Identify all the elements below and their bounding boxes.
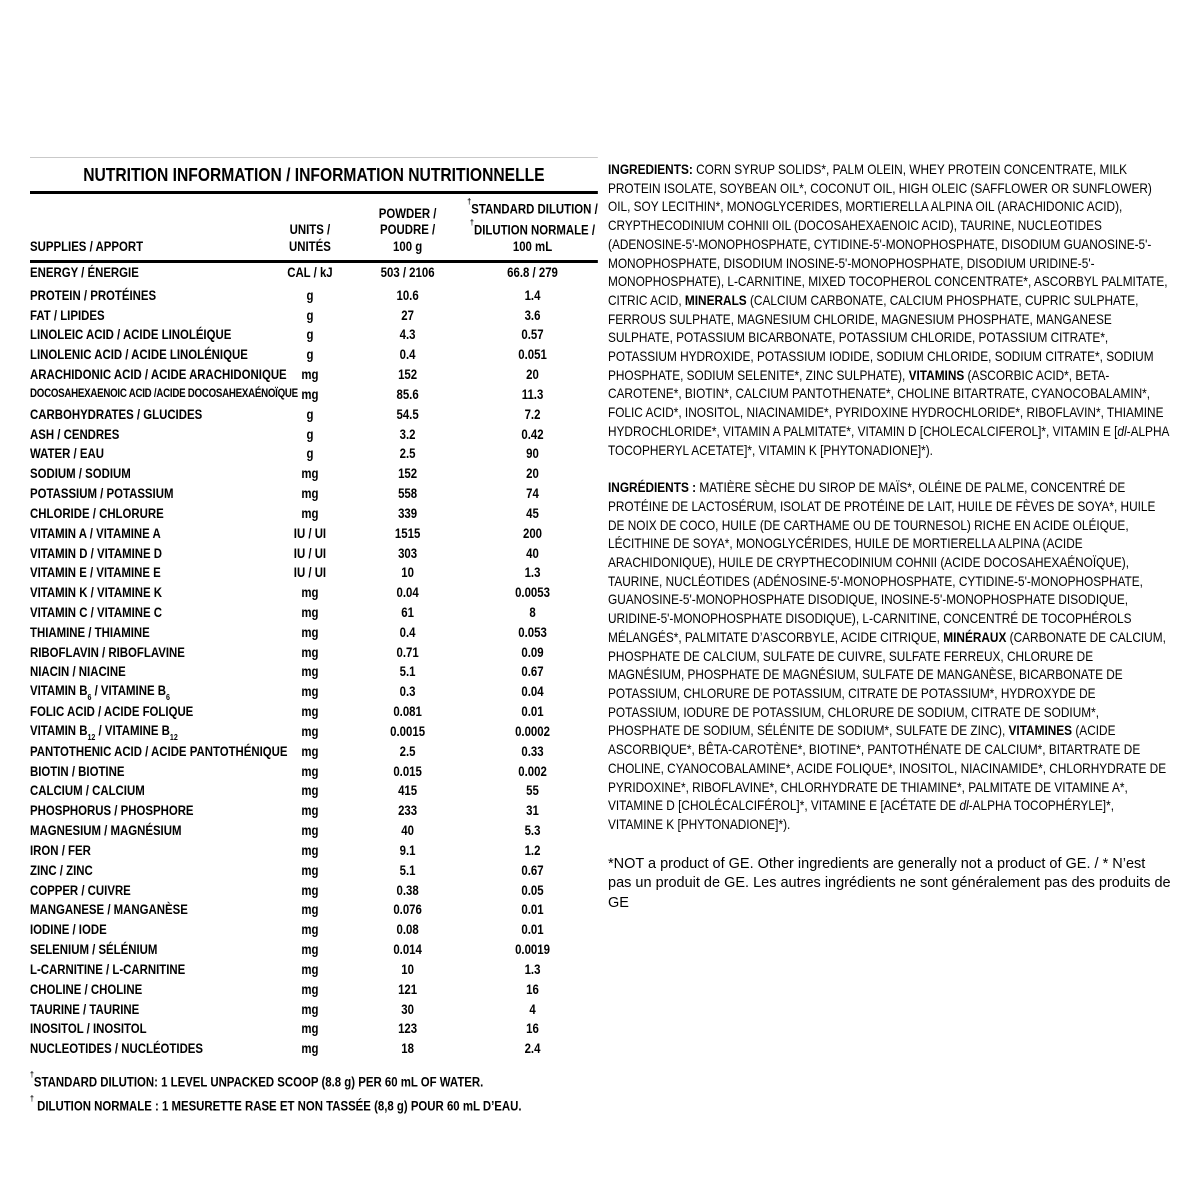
nutrient-name: THIAMINE / THIAMINE — [30, 624, 150, 640]
column-header-dilution: †STANDARD DILUTION / †DILUTION NORMALE / 100 mL — [467, 195, 598, 254]
nutrient-units: g — [306, 426, 314, 442]
nutrient-powder-value: 27 — [401, 307, 414, 323]
nutrient-name: ASH / CENDRES — [30, 426, 120, 442]
nutrient-units: mg — [301, 386, 319, 402]
nutrient-units: mg — [301, 783, 319, 799]
nutrient-name: ZINC / ZINC — [30, 862, 93, 878]
nutrient-dilution-value: 0.42 — [521, 426, 544, 442]
nutrient-units: mg — [301, 981, 319, 997]
nutrient-dilution-value: 0.0002 — [515, 723, 550, 739]
nutrient-units: mg — [301, 842, 319, 858]
nutrient-name: POTASSIUM / POTASSIUM — [30, 486, 174, 502]
table-row — [30, 583, 598, 603]
nutrient-name: VITAMIN K / VITAMINE K — [30, 585, 163, 601]
table-row — [30, 920, 598, 940]
nutrient-powder-value: 10 — [401, 565, 414, 581]
nutrient-powder-value: 152 — [398, 367, 418, 383]
nutrient-powder-value: 503 / 2106 — [380, 264, 435, 280]
nutrient-name: SODIUM / SODIUM — [30, 466, 131, 482]
nutrient-units: g — [306, 406, 314, 422]
nutrient-name: FOLIC ACID / ACIDE FOLIQUE — [30, 704, 194, 720]
nutrient-powder-value: 0.076 — [393, 902, 422, 918]
table-row — [30, 940, 598, 960]
column-header-powder: POWDER / POUDRE / 100 g — [378, 205, 437, 254]
nutrient-dilution-value: 7.2 — [524, 406, 541, 422]
nutrient-units: mg — [301, 604, 319, 620]
nutrient-dilution-value: 3.6 — [524, 307, 541, 323]
table-row — [30, 384, 598, 404]
table-row — [30, 345, 598, 365]
nutrient-units: mg — [301, 743, 319, 759]
table-top-divider — [30, 157, 598, 158]
table-row — [30, 484, 598, 504]
nutrient-name: DOCOSAHEXAENOIC ACID /ACIDE DOCOSAHEXAÉNOÏQUE — [30, 388, 298, 401]
nutrient-units: mg — [301, 486, 319, 502]
nutrient-units: CAL / kJ — [287, 264, 333, 280]
footnote-dilution-normale-fr: † DILUTION NORMALE : 1 MESURETTE RASE ET NON TASSÉE (8,8 g) POUR 60 mL D’EAU. — [30, 1093, 522, 1114]
nutrient-dilution-value: 40 — [526, 545, 539, 561]
nutrient-name: ENERGY / ÉNERGIE — [30, 264, 139, 280]
nutrient-powder-value: 30 — [401, 1001, 414, 1017]
nutrient-units: g — [306, 347, 314, 363]
nutrient-powder-value: 123 — [398, 1021, 418, 1037]
nutrient-name: NUCLEOTIDES / NUCLÉOTIDES — [30, 1041, 204, 1057]
table-row — [30, 860, 598, 880]
nutrient-dilution-value: 55 — [526, 783, 539, 799]
nutrient-name: VITAMIN $B_6$ / VITAMINE $B_6$ — [30, 682, 170, 703]
table-row — [30, 464, 598, 484]
ingredients-paragraph-french: INGRÉDIENTS : MATIÈRE SÈCHE DU SIROP DE MAÏS*, OLÉINE DE PALME, CONCENTRÉ DE PROTÉINE DE LACTOSÉRUM, ISOLAT DE PROTÉINE DE LAIT, HUILE DE FÈVES DE SOYA*, HUILE DE NOIX DE COCO, HUILE (DE CARTHAME OU DE TOURNESOL) RICHE EN ACIDE OLÉIQUE, LÉCITHINE DE SOYA*, MONOGLYCÉRIDES, HUILE DE MORTIERELLA ALPINA (ACIDE ARACHIDONIQUE), HUILE DE CRYPTHECODINIUM COHNII (ACIDE DOCOSAHEXAÉNOÏQUE), TAURINE, NUCLÉOTIDES (ADÉNOSINE-5'-MONOPHOSPHATE, CYTIDINE-5'-MONOPHOSPHATE, GUANOSINE-5'-MONOPHOSPHATE DISODIQUE, INOSINE-5'-MONOPHOSPHATE DISODIQUE, URIDINE-5'-MONOPHOSPHATE DISODIQUE), L-CARNITINE, CONCENTRÉ DE TOCOPHÉROLS MÉLANGÉS*, PALMITATE D’ASCORBYLE, ACIDE CITRIQUE, MINÉRAUX (CARBONATE DE CALCIUM, PHOSPHATE DE CALCIUM, SULFATE DE CUIVRE, SULFATE FERREUX, CHLORURE DE MAGNÉSIUM, PHOSPHATE DE MAGNÉSIUM, SULFATE DE MANGANÈSE, BICARBONATE DE POTASSIUM, CHLORURE DE POTASSIUM, CITRATE DE POTASSIUM*, HYDROXYDE DE POTASSIUM, IODURE DE POTASSIUM, CHLORURE DE SODIUM, CITRATE DE SODIUM*, PHOSPHATE DE SODIUM, SÉLÉNITE DE SODIUM*, SULFATE DE ZINC), VITAMINES (ACIDE ASCORBIQUE*, BÊTA-CAROTÈNE*, BIOTINE*, PANTOTHÉNATE DE CALCIUM*, BITARTRATE DE CHOLINE, CYANOCOBALAMINE*, ACIDE FOLIQUE*, INOSITOL, NIACINAMIDE*, CHLORHYDRATE DE PYRIDOXINE*, RIBOFLAVINE*, CHLORHYDRATE DE THIAMINE*, PALMITATE DE VITAMINE A*, VITAMINE D [CHOLÉCALCIFÉROL]*, VITAMINE E [ACÉTATE DE dl-ALPHA TOCOPHÉRYLE]*, VITAMINE K [PHYTONADIONE]*). — [608, 479, 1167, 832]
nutrient-units: mg — [301, 644, 319, 660]
nutrient-name: VITAMIN A / VITAMINE A — [30, 525, 161, 541]
nutrient-powder-value: 3.2 — [399, 426, 416, 442]
nutrient-units: mg — [301, 803, 319, 819]
nutrient-powder-value: 4.3 — [399, 327, 416, 343]
dilution-footnotes — [30, 1068, 598, 1117]
table-row — [30, 603, 598, 623]
nutrient-name: IODINE / IODE — [30, 922, 107, 938]
column-header-units: UNITS / UNITÉS — [289, 222, 331, 254]
nutrient-dilution-value: 11.3 — [521, 386, 544, 402]
nutrient-dilution-value: 20 — [526, 466, 539, 482]
nutrient-powder-value: 0.014 — [393, 942, 422, 958]
table-row — [30, 999, 598, 1019]
nutrient-dilution-value: 0.01 — [521, 902, 544, 918]
nutrient-units: mg — [301, 664, 319, 680]
table-row — [30, 622, 598, 642]
nutrient-dilution-value: 0.33 — [521, 743, 544, 759]
nutrient-units: mg — [301, 763, 319, 779]
nutrient-dilution-value: 74 — [526, 486, 539, 502]
nutrient-dilution-value: 1.4 — [524, 287, 541, 303]
nutrient-powder-value: 558 — [398, 486, 418, 502]
footnote-standard-dilution-en: †STANDARD DILUTION: 1 LEVEL UNPACKED SCOOP (8.8 g) PER 60 mL OF WATER. — [30, 1068, 484, 1090]
nutrient-name: LINOLEIC ACID / ACIDE LINOLÉIQUE — [30, 327, 232, 343]
table-row — [30, 722, 598, 742]
nutrient-dilution-value: 66.8 / 279 — [507, 264, 558, 280]
nutrient-name: CALCIUM / CALCIUM — [30, 783, 145, 799]
nutrient-powder-value: 61 — [401, 604, 414, 620]
nutrient-units: mg — [301, 1001, 319, 1017]
nutrient-dilution-value: 1.3 — [524, 565, 541, 581]
nutrient-units: mg — [301, 624, 319, 640]
nutrient-powder-value: 5.1 — [399, 862, 416, 878]
nutrient-name: LINOLENIC ACID / ACIDE LINOLÉNIQUE — [30, 347, 248, 363]
nutrient-dilution-value: 45 — [526, 505, 539, 521]
nutrient-powder-value: 152 — [398, 466, 418, 482]
nutrient-units: IU / UI — [293, 525, 327, 541]
nutrient-name: RIBOFLAVIN / RIBOFLAVINE — [30, 644, 185, 660]
table-row — [30, 285, 598, 305]
nutrient-units: mg — [301, 684, 319, 700]
table-row — [30, 821, 598, 841]
nutrient-powder-value: 415 — [398, 783, 418, 799]
nutrient-units: mg — [301, 367, 319, 383]
table-row — [30, 642, 598, 662]
nutrient-units: mg — [301, 942, 319, 958]
table-row — [30, 365, 598, 385]
nutrient-name: VITAMIN D / VITAMINE D — [30, 545, 163, 561]
nutrient-units: g — [306, 287, 314, 303]
nutrient-powder-value: 54.5 — [396, 406, 419, 422]
nutrient-units: IU / UI — [293, 565, 327, 581]
nutrient-name: BIOTIN / BIOTINE — [30, 763, 125, 779]
table-row — [30, 702, 598, 722]
nutrient-name: VITAMIN E / VITAMINE E — [30, 565, 161, 581]
nutrient-powder-value: 0.04 — [396, 585, 419, 601]
nutrient-dilution-value: 0.57 — [521, 327, 544, 343]
nutrient-powder-value: 0.0015 — [390, 723, 426, 739]
table-row — [30, 880, 598, 900]
nutrient-units: mg — [301, 585, 319, 601]
nutrient-dilution-value: 16 — [526, 1021, 539, 1037]
nutrient-name: ARACHIDONIC ACID / ACIDE ARACHIDONIQUE — [30, 367, 287, 383]
nutrient-dilution-value: 4 — [529, 1001, 536, 1017]
ge-disclaimer-note: *NOT a product of GE. Other ingredients are generally not a product of GE. / * N’est pas un produit de GE. Les autres ingrédients ne sont généralement pas des produits de GE — [608, 855, 1171, 911]
nutrient-powder-value: 121 — [398, 981, 418, 997]
nutrient-powder-value: 0.38 — [396, 882, 419, 898]
nutrient-dilution-value: 1.3 — [524, 961, 541, 977]
nutrient-name: CHOLINE / CHOLINE — [30, 981, 143, 997]
table-row — [30, 543, 598, 563]
table-row — [30, 503, 598, 523]
nutrient-powder-value: 2.5 — [399, 446, 416, 462]
table-row — [30, 1019, 598, 1039]
nutrient-dilution-value: 0.002 — [518, 763, 547, 779]
nutrient-name: PHOSPHORUS / PHOSPHORE — [30, 803, 194, 819]
nutrient-dilution-value: 0.053 — [518, 624, 547, 640]
table-row — [30, 761, 598, 781]
nutrient-name: MAGNESIUM / MAGNÉSIUM — [30, 823, 182, 839]
nutrient-powder-value: 5.1 — [399, 664, 416, 680]
nutrient-units: mg — [301, 922, 319, 938]
nutrient-dilution-value: 0.67 — [521, 664, 544, 680]
nutrient-dilution-value: 0.0053 — [515, 585, 550, 601]
nutrient-units: mg — [301, 1041, 319, 1057]
nutrient-dilution-value: 5.3 — [524, 823, 541, 839]
table-row — [30, 563, 598, 583]
column-header-supplies: SUPPLIES / APPORT — [30, 238, 144, 254]
nutrient-name: VITAMIN C / VITAMINE C — [30, 604, 163, 620]
nutrient-dilution-value: 90 — [526, 446, 539, 462]
nutrient-dilution-value: 0.05 — [521, 882, 544, 898]
ingredients-paragraph-english: INGREDIENTS: CORN SYRUP SOLIDS*, PALM OLEIN, WHEY PROTEIN CONCENTRATE, MILK PROTEIN ISOLATE, SOYBEAN OIL*, COCONUT OIL, HIGH OLEIC (SAFFLOWER OR SUNFLOWER) OIL, SOY LECITHIN*, MONOGLYCERIDES, MORTIERELLA ALPINA OIL (ARACHIDONIC ACID), CRYPTHECODINIUM COHNII OIL (DOCOSAHEXAENOIC ACID), TAURINE, NUCLEOTIDES (ADENOSINE-5'-MONOPHOSPHATE, CYTIDINE-5'-MONOPHOSPHATE, DISODIUM GUANOSINE-5'-MONOPHOSPHATE, DISODIUM INOSINE-5'-MONOPHOSPHATE, DISODIUM URIDINE-5'-MONOPHOSPHATE), L-CARNITINE, MIXED TOCOPHEROL CONCENTRATE*, ASCORBYL PALMITATE, CITRIC ACID, MINERALS (CALCIUM CARBONATE, CALCIUM PHOSPHATE, CUPRIC SULPHATE, FERROUS SULPHATE, MAGNESIUM CHLORIDE, MAGNESIUM PHOSPHATE, MANGANESE SULPHATE, POTASSIUM BICARBONATE, POTASSIUM CHLORIDE, POTASSIUM CITRATE*, POTASSIUM HYDROXIDE, POTASSIUM IODIDE, SODIUM CHLORIDE, SODIUM CITRATE*, SODIUM PHOSPHATE, SODIUM SELENITE*, ZINC SULPHATE), VITAMINS (ASCORBIC ACID*, BETA-CAROTENE*, BIOTIN*, CALCIUM PANTOTHENATE*, CHOLINE BITARTRATE, CYANOCOBALAMIN*, FOLIC ACID*, INOSITOL, NIACINAMIDE*, PYRIDOXINE HYDROCHLORIDE*, RIBOFLAVIN*, THIAMINE HYDROCHLORIDE*, VITAMIN A PALMITATE*, VITAMIN D [CHOLECALCIFEROL]*, VITAMIN E [dl-ALPHA TOCOPHERYL ACETATE]*, VITAMIN K [PHYTONADIONE]*). — [608, 161, 1169, 458]
nutrient-dilution-value: 0.09 — [521, 644, 544, 660]
nutrient-units: mg — [301, 862, 319, 878]
table-row — [30, 841, 598, 861]
nutrient-dilution-value: 20 — [526, 367, 539, 383]
nutrient-name: CHLORIDE / CHLORURE — [30, 505, 164, 521]
nutrient-powder-value: 233 — [398, 803, 418, 819]
table-row — [30, 325, 598, 345]
nutrient-units: mg — [301, 961, 319, 977]
nutrient-powder-value: 9.1 — [399, 842, 416, 858]
table-row — [30, 781, 598, 801]
nutrient-dilution-value: 0.67 — [521, 862, 544, 878]
nutrient-units: mg — [301, 902, 319, 918]
nutrient-name: TAURINE / TAURINE — [30, 1001, 140, 1017]
nutrient-dilution-value: 16 — [526, 981, 539, 997]
table-row — [30, 523, 598, 543]
nutrient-dilution-value: 8 — [529, 604, 536, 620]
table-row — [30, 900, 598, 920]
table-row — [30, 682, 598, 702]
nutrient-name: NIACIN / NIACINE — [30, 664, 126, 680]
nutrient-powder-value: 0.4 — [399, 347, 416, 363]
table-header-row — [30, 194, 598, 261]
table-row — [30, 444, 598, 464]
nutrient-dilution-value: 31 — [526, 803, 539, 819]
nutrient-powder-value: 0.3 — [399, 684, 416, 700]
nutrient-units: mg — [301, 723, 319, 739]
nutrient-powder-value: 10 — [401, 961, 414, 977]
nutrient-dilution-value: 0.0019 — [515, 942, 550, 958]
table-row — [30, 263, 598, 283]
table-row — [30, 404, 598, 424]
nutrient-units: mg — [301, 1021, 319, 1037]
nutrient-name: COPPER / CUIVRE — [30, 882, 131, 898]
nutrient-units: g — [306, 307, 314, 323]
nutrient-name: INOSITOL / INOSITOL — [30, 1021, 147, 1037]
nutrient-units: g — [306, 446, 314, 462]
table-row — [30, 662, 598, 682]
nutrient-name: VITAMIN $B_{12}$ / VITAMINE $B_{12}$ — [30, 722, 178, 742]
nutrient-name: WATER / EAU — [30, 446, 104, 462]
nutrient-units: mg — [301, 466, 319, 482]
nutrient-powder-value: 18 — [401, 1041, 414, 1057]
nutrient-dilution-value: 200 — [522, 525, 543, 541]
nutrient-powder-value: 0.71 — [396, 644, 419, 660]
table-row — [30, 801, 598, 821]
nutrition-table-body — [30, 263, 598, 1059]
table-row — [30, 959, 598, 979]
nutrient-units: mg — [301, 505, 319, 521]
nutrient-dilution-value: 1.2 — [524, 842, 541, 858]
nutrition-table-section — [30, 157, 598, 1117]
nutrient-powder-value: 1515 — [394, 525, 421, 541]
table-row — [30, 741, 598, 761]
nutrient-powder-value: 339 — [398, 505, 418, 521]
nutrient-powder-value: 10.6 — [396, 287, 419, 303]
nutrient-name: SELENIUM / SÉLÉNIUM — [30, 942, 158, 958]
nutrient-powder-value: 0.015 — [393, 763, 422, 779]
nutrient-name: MANGANESE / MANGANÈSE — [30, 902, 188, 918]
nutrient-dilution-value: 0.01 — [521, 704, 544, 720]
nutrient-units: IU / UI — [293, 545, 327, 561]
nutrient-powder-value: 0.081 — [393, 704, 422, 720]
table-row — [30, 424, 598, 444]
nutrient-powder-value: 85.6 — [396, 386, 419, 402]
nutrient-dilution-value: 0.01 — [521, 922, 544, 938]
nutrient-name: FAT / LIPIDES — [30, 307, 105, 323]
nutrient-units: mg — [301, 704, 319, 720]
nutrient-name: IRON / FER — [30, 842, 91, 858]
table-title: NUTRITION INFORMATION / INFORMATION NUTRITIONNELLE — [83, 164, 545, 185]
table-row — [30, 305, 598, 325]
nutrient-powder-value: 0.08 — [396, 922, 419, 938]
nutrient-powder-value: 0.4 — [399, 624, 416, 640]
nutrient-units: mg — [301, 882, 319, 898]
nutrient-powder-value: 40 — [401, 823, 414, 839]
nutrient-name: CARBOHYDRATES / GLUCIDES — [30, 406, 203, 422]
nutrient-units: g — [306, 327, 314, 343]
table-row — [30, 1039, 598, 1059]
nutrient-units: mg — [301, 823, 319, 839]
nutrient-dilution-value: 0.051 — [518, 347, 547, 363]
table-row — [30, 979, 598, 999]
nutrient-dilution-value: 2.4 — [524, 1041, 541, 1057]
nutrient-powder-value: 303 — [398, 545, 418, 561]
nutrient-powder-value: 2.5 — [399, 743, 416, 759]
nutrient-name: PANTOTHENIC ACID / ACIDE PANTOTHÉNIQUE — [30, 743, 288, 759]
nutrient-name: L-CARNITINE / L-CARNITINE — [30, 961, 186, 977]
ingredients-section — [608, 160, 1171, 913]
nutrient-dilution-value: 0.04 — [521, 684, 544, 700]
nutrient-name: PROTEIN / PROTÉINES — [30, 287, 157, 303]
